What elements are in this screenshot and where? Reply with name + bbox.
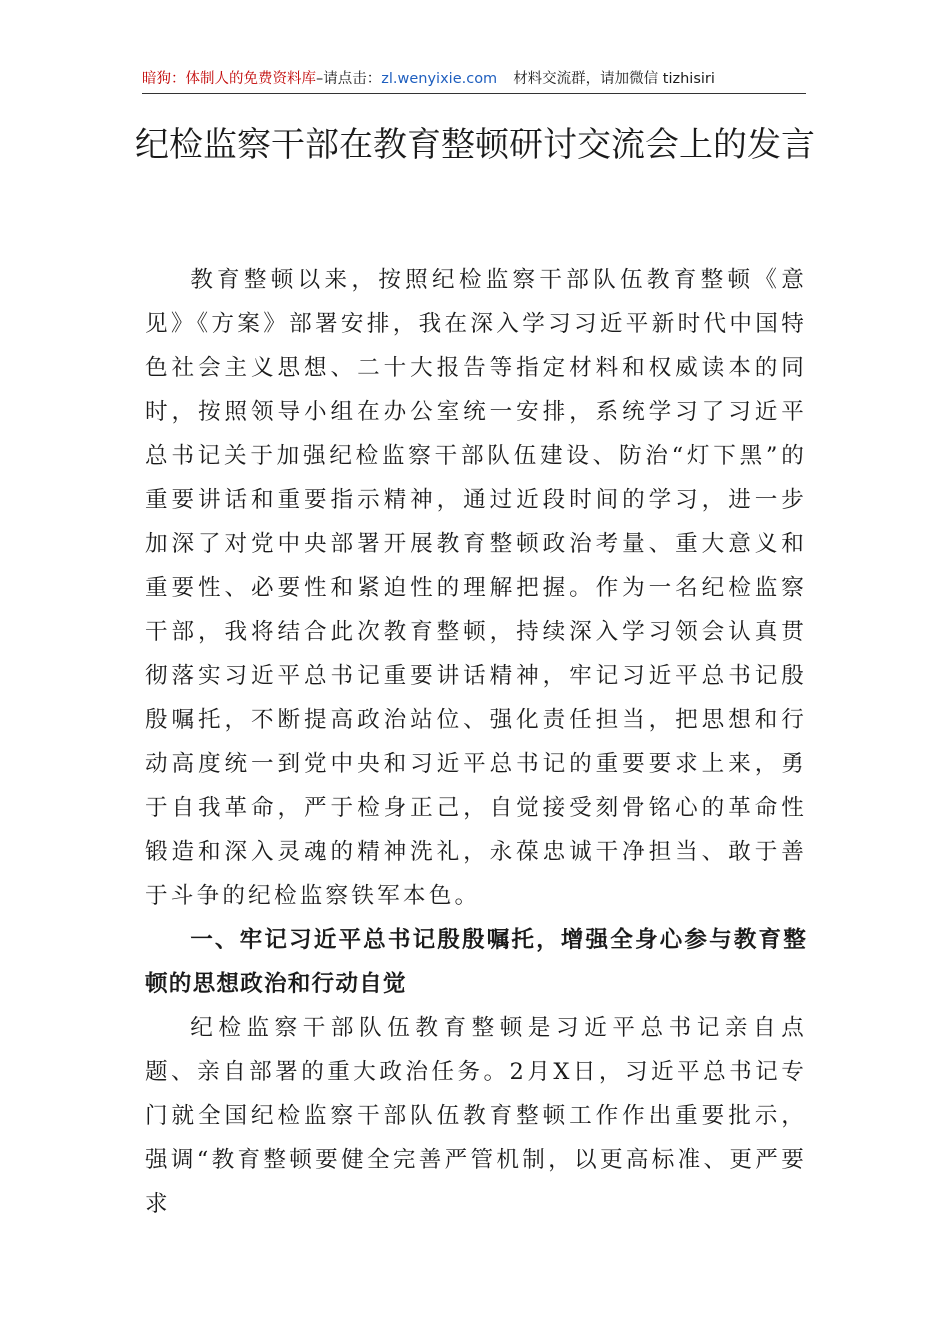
document-title: 纪检监察干部在教育整顿研讨交流会上的发言 xyxy=(135,125,815,165)
body-paragraph: 教育整顿以来，按照纪检监察干部队伍教育整顿《意见》《方案》部署安排，我在深入学习习近平新时代中国特色社会主义思想、二十大报告等指定材料和权威读本的同时，按照领导小组在办公室统一安排，系统学习了习近平总书记关于加强纪检监察干部队伍建设、防治“灯下黑”的重要讲话和重要指示精神，通过近段时间的学习，进一步加深了对党中央部署开展教育整顿政治考量、重大意义和重要性、必要性和紧迫性的理解把握。作为一名纪检监察干部，我将结合此次教育整顿，持续深入学习领会认真贯彻落实习近平总书记重要讲话精神，牢记习近平总书记殷殷嘱托，不断提高政治站位、强化责任担当，把思想和行动高度统一到党中央和习近平总书记的重要要求上来，勇于自我革命，严于检身正己，自觉接受刻骨铭心的革命性锻造和深入灵魂的精神洗礼，永葆忠诚干净担当、敢于善于斗争的纪检监察铁军本色。 xyxy=(145,267,807,909)
header-divider xyxy=(142,93,806,94)
site-name: 暗狗：体制人的免费资料库 xyxy=(142,71,316,87)
site-url-link[interactable]: zl.wenyixie.com xyxy=(381,71,498,87)
document-body xyxy=(145,258,807,1226)
contact-info: 材料交流群，请加微信 tizhisiri xyxy=(513,71,715,87)
click-prompt: –请点击： xyxy=(316,71,382,87)
section-heading: 一、牢记习近平总书记殷殷嘱托，增强全身心参与教育整顿的思想政治和行动自觉 xyxy=(145,927,807,997)
body-paragraph: 纪检监察干部队伍教育整顿是习近平总书记亲自点题、亲自部署的重大政治任务。2月X日，习近平总书记专门就全国纪检监察干部队伍教育整顿工作作出重要批示，强调“教育整顿要健全完善严管机制，以更高标准、更严要求 xyxy=(145,1015,807,1217)
page-header xyxy=(142,68,806,90)
